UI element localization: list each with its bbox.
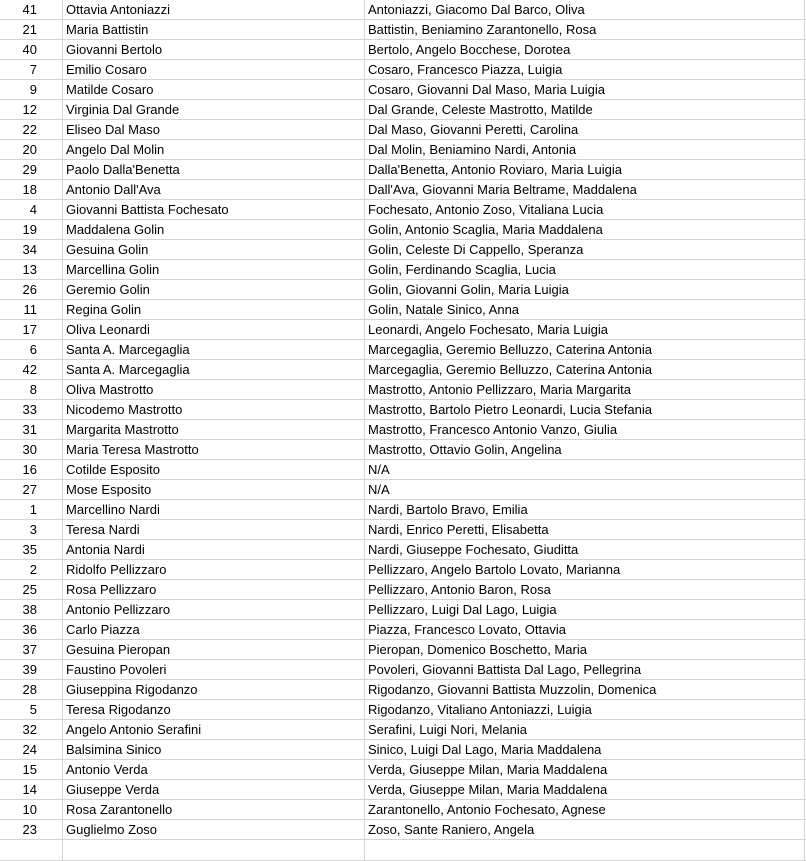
id-cell[interactable]: 19 <box>0 220 63 240</box>
table-row[interactable] <box>0 600 806 620</box>
parents-cell[interactable]: Verda, Giuseppe Milan, Maria Maddalena <box>365 760 805 780</box>
parents-cell[interactable]: Nardi, Enrico Peretti, Elisabetta <box>365 520 805 540</box>
name-cell[interactable]: Maria Teresa Mastrotto <box>63 440 365 460</box>
name-cell[interactable]: Marcellina Golin <box>63 260 365 280</box>
table-row[interactable] <box>0 400 806 420</box>
id-cell[interactable]: 42 <box>0 360 63 380</box>
name-cell[interactable]: Geremio Golin <box>63 280 365 300</box>
parents-cell[interactable]: Piazza, Francesco Lovato, Ottavia <box>365 620 805 640</box>
name-cell[interactable]: Cotilde Esposito <box>63 460 365 480</box>
parents-cell[interactable]: Pellizzaro, Angelo Bartolo Lovato, Marianna <box>365 560 805 580</box>
parents-cell[interactable]: Bertolo, Angelo Bocchese, Dorotea <box>365 40 805 60</box>
id-cell[interactable]: 20 <box>0 140 63 160</box>
name-cell[interactable]: Santa A. Marcegaglia <box>63 360 365 380</box>
id-cell[interactable]: 32 <box>0 720 63 740</box>
table-row[interactable] <box>0 40 806 60</box>
table-row[interactable] <box>0 620 806 640</box>
id-cell[interactable]: 2 <box>0 560 63 580</box>
name-cell[interactable]: Oliva Leonardi <box>63 320 365 340</box>
id-cell[interactable]: 3 <box>0 520 63 540</box>
name-cell[interactable]: Carlo Piazza <box>63 620 365 640</box>
name-cell[interactable]: Oliva Mastrotto <box>63 380 365 400</box>
parents-cell[interactable]: Battistin, Beniamino Zarantonello, Rosa <box>365 20 805 40</box>
parents-cell[interactable]: N/A <box>365 480 805 500</box>
name-cell[interactable]: Giuseppe Verda <box>63 780 365 800</box>
parents-cell[interactable]: Golin, Giovanni Golin, Maria Luigia <box>365 280 805 300</box>
table-row[interactable] <box>0 0 806 20</box>
table-row[interactable] <box>0 640 806 660</box>
name-cell[interactable]: Rosa Zarantonello <box>63 800 365 820</box>
table-row[interactable] <box>0 460 806 480</box>
table-row[interactable] <box>0 760 806 780</box>
name-cell[interactable]: Balsimina Sinico <box>63 740 365 760</box>
id-cell[interactable]: 10 <box>0 800 63 820</box>
table-row[interactable] <box>0 260 806 280</box>
parents-cell[interactable]: Dal Molin, Beniamino Nardi, Antonia <box>365 140 805 160</box>
parents-cell[interactable]: N/A <box>365 460 805 480</box>
id-cell[interactable]: 1 <box>0 500 63 520</box>
parents-cell[interactable]: Nardi, Giuseppe Fochesato, Giuditta <box>365 540 805 560</box>
name-cell[interactable]: Antonio Pellizzaro <box>63 600 365 620</box>
id-cell[interactable]: 26 <box>0 280 63 300</box>
parents-cell[interactable]: Verda, Giuseppe Milan, Maria Maddalena <box>365 780 805 800</box>
name-cell[interactable]: Gesuina Golin <box>63 240 365 260</box>
name-cell[interactable]: Teresa Nardi <box>63 520 365 540</box>
name-cell[interactable]: Angelo Dal Molin <box>63 140 365 160</box>
id-cell[interactable]: 4 <box>0 200 63 220</box>
parents-cell[interactable]: Pellizzaro, Antonio Baron, Rosa <box>365 580 805 600</box>
name-cell[interactable]: Gesuina Pieropan <box>63 640 365 660</box>
id-cell[interactable]: 13 <box>0 260 63 280</box>
name-cell[interactable]: Antonio Dall'Ava <box>63 180 365 200</box>
parents-cell[interactable]: Antoniazzi, Giacomo Dal Barco, Oliva <box>365 0 805 20</box>
empty-cell[interactable] <box>365 840 805 861</box>
parents-cell[interactable]: Marcegaglia, Geremio Belluzzo, Caterina Antonia <box>365 360 805 380</box>
empty-row[interactable] <box>0 840 806 861</box>
id-cell[interactable]: 28 <box>0 680 63 700</box>
name-cell[interactable]: Marcellino Nardi <box>63 500 365 520</box>
name-cell[interactable]: Ottavia Antoniazzi <box>63 0 365 20</box>
name-cell[interactable]: Guglielmo Zoso <box>63 820 365 840</box>
parents-cell[interactable]: Pieropan, Domenico Boschetto, Maria <box>365 640 805 660</box>
parents-cell[interactable]: Serafini, Luigi Nori, Melania <box>365 720 805 740</box>
table-row[interactable] <box>0 380 806 400</box>
name-cell[interactable]: Rosa Pellizzaro <box>63 580 365 600</box>
name-cell[interactable]: Ridolfo Pellizzaro <box>63 560 365 580</box>
table-row[interactable] <box>0 780 806 800</box>
parents-cell[interactable]: Rigodanzo, Vitaliano Antoniazzi, Luigia <box>365 700 805 720</box>
table-row[interactable] <box>0 100 806 120</box>
id-cell[interactable]: 24 <box>0 740 63 760</box>
id-cell[interactable]: 12 <box>0 100 63 120</box>
table-row[interactable] <box>0 340 806 360</box>
table-row[interactable] <box>0 120 806 140</box>
name-cell[interactable]: Mose Esposito <box>63 480 365 500</box>
id-cell[interactable]: 23 <box>0 820 63 840</box>
id-cell[interactable]: 40 <box>0 40 63 60</box>
name-cell[interactable]: Antonio Verda <box>63 760 365 780</box>
name-cell[interactable]: Virginia Dal Grande <box>63 100 365 120</box>
table-row[interactable] <box>0 420 806 440</box>
table-row[interactable] <box>0 540 806 560</box>
name-cell[interactable]: Nicodemo Mastrotto <box>63 400 365 420</box>
name-cell[interactable]: Teresa Rigodanzo <box>63 700 365 720</box>
parents-cell[interactable]: Cosaro, Francesco Piazza, Luigia <box>365 60 805 80</box>
id-cell[interactable]: 33 <box>0 400 63 420</box>
parents-cell[interactable]: Marcegaglia, Geremio Belluzzo, Caterina Antonia <box>365 340 805 360</box>
parents-cell[interactable]: Golin, Natale Sinico, Anna <box>365 300 805 320</box>
empty-cell[interactable] <box>63 840 365 861</box>
id-cell[interactable]: 34 <box>0 240 63 260</box>
id-cell[interactable]: 9 <box>0 80 63 100</box>
table-row[interactable] <box>0 560 806 580</box>
parents-cell[interactable]: Golin, Antonio Scaglia, Maria Maddalena <box>365 220 805 240</box>
name-cell[interactable]: Paolo Dalla'Benetta <box>63 160 365 180</box>
id-cell[interactable]: 41 <box>0 0 63 20</box>
id-cell[interactable]: 39 <box>0 660 63 680</box>
table-row[interactable] <box>0 240 806 260</box>
table-row[interactable] <box>0 80 806 100</box>
table-row[interactable] <box>0 60 806 80</box>
parents-cell[interactable]: Mastrotto, Ottavio Golin, Angelina <box>365 440 805 460</box>
parents-cell[interactable]: Pellizzaro, Luigi Dal Lago, Luigia <box>365 600 805 620</box>
id-cell[interactable]: 36 <box>0 620 63 640</box>
parents-cell[interactable]: Dalla'Benetta, Antonio Roviaro, Maria Luigia <box>365 160 805 180</box>
name-cell[interactable]: Emilio Cosaro <box>63 60 365 80</box>
parents-cell[interactable]: Zoso, Sante Raniero, Angela <box>365 820 805 840</box>
id-cell[interactable]: 22 <box>0 120 63 140</box>
parents-cell[interactable]: Nardi, Bartolo Bravo, Emilia <box>365 500 805 520</box>
name-cell[interactable]: Giuseppina Rigodanzo <box>63 680 365 700</box>
parents-cell[interactable]: Mastrotto, Antonio Pellizzaro, Maria Margarita <box>365 380 805 400</box>
id-cell[interactable]: 17 <box>0 320 63 340</box>
name-cell[interactable]: Angelo Antonio Serafini <box>63 720 365 740</box>
parents-cell[interactable]: Fochesato, Antonio Zoso, Vitaliana Lucia <box>365 200 805 220</box>
id-cell[interactable]: 14 <box>0 780 63 800</box>
id-cell[interactable]: 18 <box>0 180 63 200</box>
parents-cell[interactable]: Golin, Celeste Di Cappello, Speranza <box>365 240 805 260</box>
name-cell[interactable]: Giovanni Battista Fochesato <box>63 200 365 220</box>
name-cell[interactable]: Regina Golin <box>63 300 365 320</box>
name-cell[interactable]: Santa A. Marcegaglia <box>63 340 365 360</box>
parents-cell[interactable]: Mastrotto, Bartolo Pietro Leonardi, Lucia Stefania <box>365 400 805 420</box>
id-cell[interactable]: 38 <box>0 600 63 620</box>
table-row[interactable] <box>0 680 806 700</box>
table-row[interactable] <box>0 280 806 300</box>
id-cell[interactable]: 15 <box>0 760 63 780</box>
parents-cell[interactable]: Dal Grande, Celeste Mastrotto, Matilde <box>365 100 805 120</box>
parents-cell[interactable]: Rigodanzo, Giovanni Battista Muzzolin, Domenica <box>365 680 805 700</box>
parents-cell[interactable]: Dall'Ava, Giovanni Maria Beltrame, Maddalena <box>365 180 805 200</box>
id-cell[interactable]: 21 <box>0 20 63 40</box>
table-row[interactable] <box>0 800 806 820</box>
id-cell[interactable]: 31 <box>0 420 63 440</box>
name-cell[interactable]: Giovanni Bertolo <box>63 40 365 60</box>
table-row[interactable] <box>0 700 806 720</box>
name-cell[interactable]: Antonia Nardi <box>63 540 365 560</box>
table-row[interactable] <box>0 220 806 240</box>
table-row[interactable] <box>0 520 806 540</box>
name-cell[interactable]: Eliseo Dal Maso <box>63 120 365 140</box>
table-row[interactable] <box>0 160 806 180</box>
id-cell[interactable]: 7 <box>0 60 63 80</box>
table-row[interactable] <box>0 200 806 220</box>
table-row[interactable] <box>0 740 806 760</box>
parents-cell[interactable]: Povoleri, Giovanni Battista Dal Lago, Pellegrina <box>365 660 805 680</box>
parents-cell[interactable]: Golin, Ferdinando Scaglia, Lucia <box>365 260 805 280</box>
table-row[interactable] <box>0 140 806 160</box>
parents-cell[interactable]: Mastrotto, Francesco Antonio Vanzo, Giulia <box>365 420 805 440</box>
id-cell[interactable]: 27 <box>0 480 63 500</box>
name-cell[interactable]: Margarita Mastrotto <box>63 420 365 440</box>
id-cell[interactable]: 30 <box>0 440 63 460</box>
id-cell[interactable]: 11 <box>0 300 63 320</box>
table-row[interactable] <box>0 320 806 340</box>
parents-cell[interactable]: Sinico, Luigi Dal Lago, Maria Maddalena <box>365 740 805 760</box>
table-row[interactable] <box>0 580 806 600</box>
table-row[interactable] <box>0 180 806 200</box>
name-cell[interactable]: Maria Battistin <box>63 20 365 40</box>
id-cell[interactable]: 29 <box>0 160 63 180</box>
table-row[interactable] <box>0 480 806 500</box>
id-cell[interactable]: 8 <box>0 380 63 400</box>
table-row[interactable] <box>0 300 806 320</box>
table-row[interactable] <box>0 660 806 680</box>
id-cell[interactable]: 16 <box>0 460 63 480</box>
parents-cell[interactable]: Cosaro, Giovanni Dal Maso, Maria Luigia <box>365 80 805 100</box>
name-cell[interactable]: Maddalena Golin <box>63 220 365 240</box>
table-row[interactable] <box>0 720 806 740</box>
name-cell[interactable]: Faustino Povoleri <box>63 660 365 680</box>
table-row[interactable] <box>0 500 806 520</box>
id-cell[interactable]: 6 <box>0 340 63 360</box>
parents-cell[interactable]: Dal Maso, Giovanni Peretti, Carolina <box>365 120 805 140</box>
id-cell[interactable]: 5 <box>0 700 63 720</box>
name-cell[interactable]: Matilde Cosaro <box>63 80 365 100</box>
id-cell[interactable]: 37 <box>0 640 63 660</box>
table-row[interactable] <box>0 440 806 460</box>
empty-cell[interactable] <box>0 840 63 861</box>
table-row[interactable] <box>0 360 806 380</box>
table-row[interactable] <box>0 820 806 840</box>
id-cell[interactable]: 35 <box>0 540 63 560</box>
table-row[interactable] <box>0 20 806 40</box>
parents-cell[interactable]: Leonardi, Angelo Fochesato, Maria Luigia <box>365 320 805 340</box>
id-cell[interactable]: 25 <box>0 580 63 600</box>
parents-cell[interactable]: Zarantonello, Antonio Fochesato, Agnese <box>365 800 805 820</box>
